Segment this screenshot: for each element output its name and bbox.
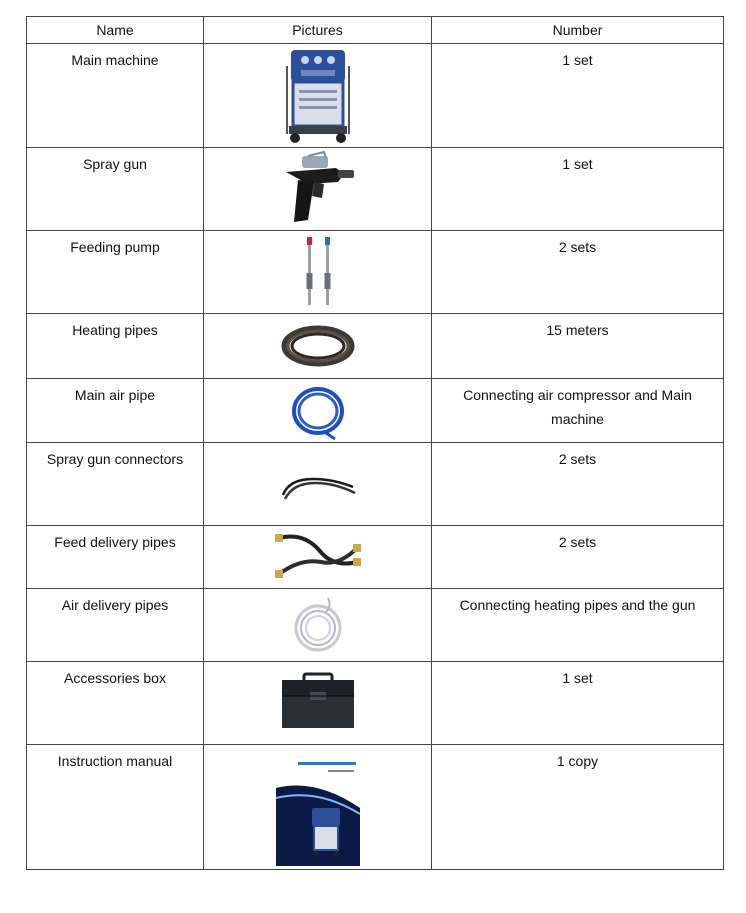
table-row (27, 379, 724, 443)
row-number: Connecting heating pipes and the gun (432, 589, 724, 662)
row-name: Main air pipe (27, 379, 204, 443)
equipment-list-table (26, 16, 724, 870)
instruction-manual-cover-icon (276, 748, 360, 866)
row-number: 2 sets (432, 443, 724, 526)
row-name: Spray gun connectors (27, 443, 204, 526)
table-row (27, 662, 724, 745)
gun-connector-hoses-icon (273, 445, 363, 523)
feed-delivery-hoses-icon (273, 528, 363, 586)
blue-air-hose-icon (283, 381, 353, 441)
row-name: Feed delivery pipes (27, 526, 204, 589)
row-number: 2 sets (432, 231, 724, 314)
row-name: Instruction manual (27, 745, 204, 870)
table-row (27, 314, 724, 379)
table-row (27, 231, 724, 314)
clear-air-tube-coil-icon (288, 592, 348, 658)
table-row (27, 44, 724, 148)
row-name: Air delivery pipes (27, 589, 204, 662)
table-row (27, 745, 724, 870)
row-number: Connecting air compressor and Main machine (432, 379, 724, 443)
table-row (27, 526, 724, 589)
row-name: Feeding pump (27, 231, 204, 314)
spray-machine-icon (283, 46, 353, 146)
row-number: 1 copy (432, 745, 724, 870)
table-row (27, 443, 724, 526)
table-header-row (27, 17, 724, 44)
row-number: 1 set (432, 44, 724, 148)
heating-pipe-coil-icon (278, 318, 358, 374)
row-name: Spray gun (27, 148, 204, 231)
header-number: Number (432, 17, 724, 44)
row-number: 1 set (432, 148, 724, 231)
row-name: Accessories box (27, 662, 204, 745)
spray-gun-icon (278, 150, 358, 228)
toolbox-icon (278, 664, 358, 742)
row-name: Main machine (27, 44, 204, 148)
row-name: Heating pipes (27, 314, 204, 379)
header-name: Name (27, 17, 204, 44)
row-number: 15 meters (432, 314, 724, 379)
row-number: 2 sets (432, 526, 724, 589)
table-row (27, 589, 724, 662)
feeding-pump-icon (283, 233, 353, 311)
header-pictures: Pictures (204, 17, 432, 44)
row-number: 1 set (432, 662, 724, 745)
table-row (27, 148, 724, 231)
